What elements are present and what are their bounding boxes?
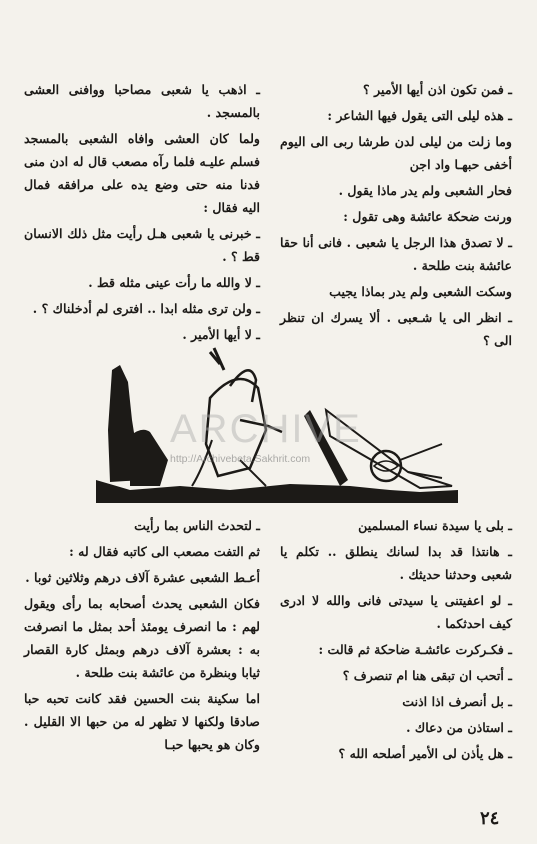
- paragraph: اما سكينة بنت الحسين فقد كانت تحبه حبا صادقا ولكنها لا تظهر له من حبها الا القليل . وكان هو يحبها حبـا: [24, 691, 260, 752]
- paragraph: فكان الشعبى يحدث أصحابه بما رأى ويقول لهم : ما انصرف يومئذ أحد بمثل ما انصرفت به : بعشرة آلاف درهم وبمثل كارة القصار ثيابا وبنظرة من عائشة بنت طلحة .: [24, 596, 260, 680]
- paragraph: ـ لا والله ما رأت عينى مثله قط .: [88, 275, 260, 290]
- paragraph: ـ لا أيها الأمير .: [182, 327, 260, 342]
- text-column-bottom-right: [280, 514, 512, 768]
- paragraph: ـ استاذن من دعاك .: [406, 720, 512, 735]
- text-column-top-right: [280, 78, 512, 355]
- paragraph: ـ هذه ليلى التى يقول فيها الشاعر :: [327, 108, 512, 123]
- paragraph: ـ انظر الى يا شـعبى . ألا يسرك ان تنظر الى ؟: [280, 310, 512, 348]
- paragraph: ـ اذهب يا شعبى مصاحبا ووافنى العشى بالمسجد .: [24, 82, 260, 120]
- archive-watermark: [150, 405, 390, 475]
- watermark-word: ARCHIVE: [170, 407, 362, 451]
- paragraph: ـ ولن ترى مثله ابدا .. افترى لم أدخلناك ؟ .: [32, 301, 260, 316]
- paragraph: ـ فكـركرت عائشـة ضاحكة ثم قالت :: [318, 642, 512, 657]
- paragraph: ـ لا تصدق هذا الرجل يا شعبى . فانى أنا حقا عائشة بنت طلحة .: [280, 235, 512, 273]
- paragraph: ـ خبرنى يا شعبى هـل رأيت مثل ذلك الانسان قط ؟ .: [24, 226, 260, 264]
- paragraph: ـ بلى يا سيدة نساء المسلمين: [358, 518, 512, 533]
- paragraph: ولما كان العشى وافاه الشعبى بالمسجد فسلم عليـه فلما رآه مصعب قال له ادن منى فدنا منه حتى وضع يده على مرافقه فمال اليه فقال :: [24, 131, 260, 215]
- paragraph: ـ لو اعفيتنى يا سيدتى فانى والله لا ادرى كيف احدثكما .: [280, 593, 512, 631]
- paragraph: وسكت الشعبى ولم يدر بماذا يجيب: [329, 284, 512, 299]
- paragraph: ـ لتحدث الناس بما رأيت: [134, 518, 260, 533]
- paragraph: ورنت ضحكة عائشة وهى تقول :: [343, 209, 512, 224]
- paragraph: أعـط الشعبى عشرة آلاف درهم وثلاثين ثوبا .: [25, 570, 260, 585]
- paragraph: ـ هانتذا قد بدا لسانك ينطلق .. تكلم يا شعبى وحدثنا حديثك .: [280, 544, 512, 582]
- paragraph: ـ هل يأذن لى الأمير أصلحه الله ؟: [338, 746, 512, 761]
- page-number: ٢٤: [480, 808, 500, 829]
- paragraph: فحار الشعبى ولم يدر ماذا يقول .: [338, 183, 512, 198]
- paragraph: ـ أتحب ان تبقى هنا ام تنصرف ؟: [342, 668, 512, 683]
- watermark-url: http://Archivebeta.Sakhrit.com: [170, 453, 311, 465]
- paragraph: ثم التفت مصعب الى كاتبه فقال له :: [69, 544, 260, 559]
- paragraph: ـ بل أنصرف اذا اذنت: [402, 694, 512, 709]
- poem-verse: وما زلت من ليلى لدن طرشا ربى الى اليوم أخفى حبهـا واد اجن: [280, 134, 512, 172]
- text-column-top-left: [24, 78, 260, 349]
- text-column-bottom-left: [24, 514, 260, 759]
- paragraph: ـ فمن تكون اذن أيها الأمير ؟: [363, 82, 512, 97]
